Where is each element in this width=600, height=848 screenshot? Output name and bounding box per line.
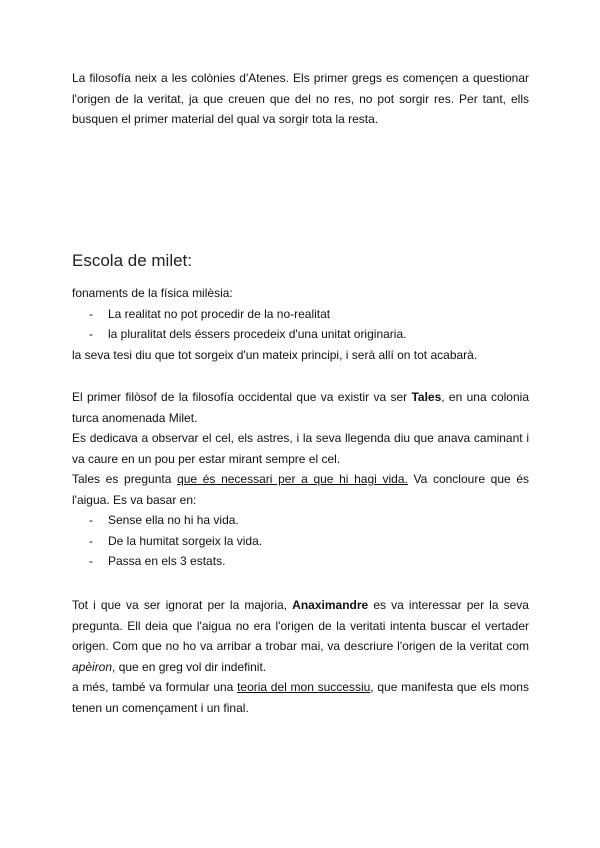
- tales-paragraph-3: [72, 469, 529, 510]
- fonaments-conclusion: la seva tesi diu que tot sorgeix d'un mateix principi, i serà allí on tot acabarà.: [72, 347, 478, 362]
- fonaments-list: [72, 304, 529, 345]
- tales-section: [72, 387, 529, 572]
- text-run: Tot i que va ser ignorat per la majoria,: [72, 598, 293, 612]
- fonaments-section: [72, 283, 529, 365]
- text-run: El primer filòsof de la filosofía occidental que va existir va ser: [72, 390, 412, 404]
- text-run: , que manifesta que els mons tenen un començament i un final.: [72, 680, 529, 715]
- anaximandre-name: Anaximandre: [292, 598, 369, 612]
- list-item: - la pluralitat dels éssers procedeix d'una unitat originaria.: [72, 324, 529, 345]
- section-title: Escola de milet:: [72, 251, 192, 270]
- text-run: Va concloure que és l'aigua. Es va basar en:: [72, 472, 530, 507]
- intro-paragraph: La filosofía neix a les colònies d'Atenes. Els primer gregs es començen a questionar l'origen de la veritat, ja que creuen que del no res, no pot sorgir res. Per tant, ells busquen el primer material del qual va sorgir tota la resta.: [72, 71, 529, 126]
- anaximandre-section: [72, 595, 529, 718]
- anaximandre-paragraph-2: [72, 677, 529, 718]
- text-run: Tales es pregunta: [72, 472, 178, 486]
- text-run: a més, també va formular una: [72, 680, 238, 694]
- list-item: - La realitat no pot procedir de la no-realitat: [72, 304, 529, 325]
- list-item: - Passa en els 3 estats.: [72, 551, 529, 572]
- tales-list: [72, 510, 529, 572]
- tales-name: Tales: [411, 390, 442, 404]
- fonaments-label: fonaments de la física milèsia:: [72, 286, 233, 300]
- text-run: es va interessar per la seva pregunta. Ell deia que l'aigua no era l'origen de la veritati intenta buscar el vertader origen. Com que no ho va arribar a trobar mai, va descriure l'origen de la veritat com: [72, 598, 529, 653]
- list-item: - De la humitat sorgeix la vida.: [72, 531, 529, 552]
- list-item: - Sense ella no hi ha vida.: [72, 510, 529, 531]
- anaximandre-paragraph-1: [72, 595, 529, 677]
- underlined-theory: teoria del mon successiu: [237, 680, 371, 694]
- tales-paragraph-1: [72, 387, 529, 428]
- apeiron-term: apèiron: [72, 659, 113, 674]
- text-run: , que en greg vol dir indefinit.: [112, 659, 267, 674]
- underlined-question: que és necessari per a que hi hagi vida.: [177, 472, 408, 486]
- text-run: , en una colonia turca anomenada Milet.: [72, 390, 529, 425]
- tales-paragraph-2: Es dedicava a observar el cel, els astres, i la seva llegenda diu que anava caminant i va caure en un pou per estar mirant sempre el cel.: [72, 431, 529, 466]
